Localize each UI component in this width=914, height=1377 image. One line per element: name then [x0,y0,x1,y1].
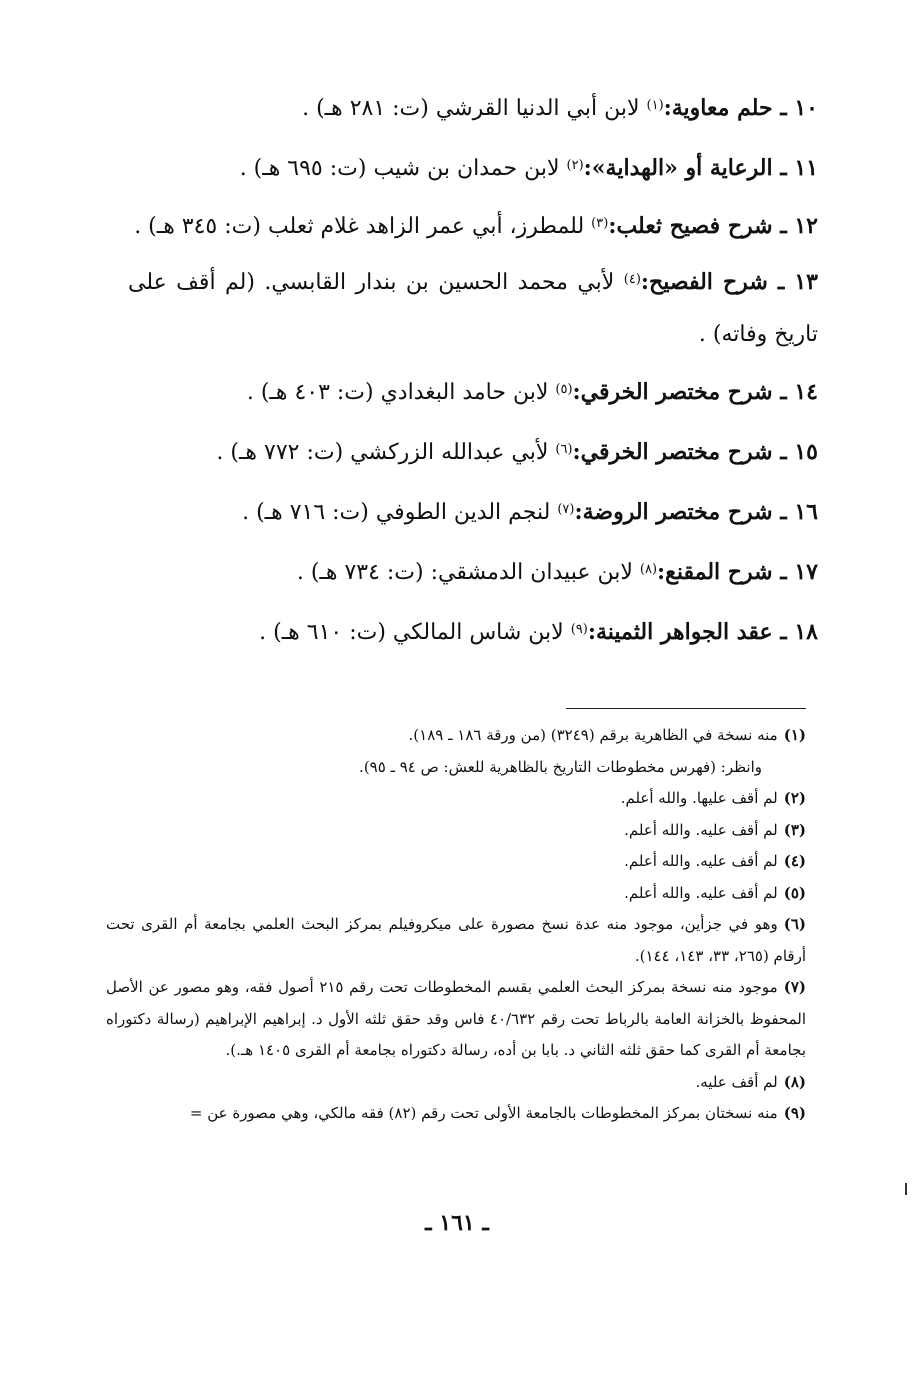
footnote-9 [106,1098,806,1130]
entry-12: ١٢ ـ شرح فصيح ثعلب:$^{(٣)}$ للمطرز، أبي عمر الزاهد غلام ثعلب (ت: ٣٤٥ هـ) . [134,213,818,239]
footnote-ref: (٢) [566,158,584,173]
entry-title: ١٥ ـ شرح مختصر الخرقي [580,439,818,465]
entry-title: ١٨ ـ عقد الجواهر الثمينة [595,619,818,645]
entry-14: ١٤ ـ شرح مختصر الخرقي:$^{(٥)}$ لابن حامد البغدادي (ت: ٤٠٣ هـ) . [246,379,818,405]
footnote-5 [106,878,806,910]
footnote-ref: (٥) [555,382,573,397]
entry-author: لنجم الدين الطوفي (ت: ٧١٦ هـ) . [242,500,551,525]
footnote-ref: (٩) [570,622,588,637]
footnote-7 [106,972,806,1067]
footnote-ref: (٦) [555,442,573,457]
footnote-separator [566,708,806,709]
footnote-3 [106,815,806,847]
entry-author: لابن حامد البغدادي (ت: ٤٠٣ هـ) . [246,380,549,405]
footnote-6 [106,909,806,972]
footnote-text: وهو في جزأين، موجود منه عدة نسخ مصورة على ميكروفيلم بمركز البحث العلمي بجامعة أم القرى تحت أرقام (٢٦٥، ٣٣، ١٤٣، ١٤٤). [106,915,806,965]
entry-10: ١٠ ـ حلم معاوية:$^{(١)}$ لابن أبي الدنيا القرشي (ت: ٢٨١ هـ) . [302,95,818,121]
entry-11: ١١ ـ الرعاية أو «الهداية»:$^{(٢)}$ لابن حمدان بن شيب (ت: ٦٩٥ هـ) . [239,155,818,181]
entry-18: ١٨ ـ عقد الجواهر الثمينة:$^{(٩)}$ لابن شاس المالكي (ت: ٦١٠ هـ) . [259,619,818,645]
entries-list [128,78,818,662]
footnote-number: (٦) [783,915,806,933]
footnotes-list [106,720,806,1130]
entry-title: ١٤ ـ شرح مختصر الخرقي [580,379,818,405]
footnote-ref: (٧) [557,502,575,517]
footnote-text: منه نسخة في الظاهرية برقم (٣٢٤٩) (من ورقة ١٨٦ ـ ١٨٩). [408,726,778,744]
footnote-number: (٧) [783,978,806,996]
footnote-text: لم أقف عليه. والله أعلم. [624,883,778,902]
entry-title: ١٧ ـ شرح المقنع [665,559,818,585]
entry-title: ١٠ ـ حلم معاوية [671,95,818,121]
page-number: ـ ١٦١ ـ [425,1210,489,1236]
entry-author: للمطرز، أبي عمر الزاهد غلام ثعلب (ت: ٣٤٥ هـ) . [134,214,585,239]
footnote-number: (١) [783,726,806,744]
entry-title: ١٣ ـ شرح الفصيح [649,269,818,295]
entry-17: ١٧ ـ شرح المقنع:$^{(٨)}$ لابن عبيدان الدمشقي: (ت: ٧٣٤ هـ) . [296,559,818,585]
footnote-4 [106,846,806,878]
entry-author: لابن عبيدان الدمشقي: (ت: ٧٣٤ هـ) . [296,560,633,585]
footnote-1-continued [106,752,806,784]
footnote-number: (٢) [783,789,806,807]
entry-title: ١٦ ـ شرح مختصر الروضة [582,499,818,525]
entry-author: لأبي محمد الحسين بن بندار القابسي. (لم أقف على تاريخ وفاته) . [128,270,818,347]
entry-author: لأبي عبدالله الزركشي (ت: ٧٧٢ هـ) . [216,440,549,465]
footnote-2 [106,783,806,815]
footnote-number: (٤) [783,852,806,870]
footnote-text: لم أقف عليه. والله أعلم. [624,852,778,870]
footnote-text: لم أقف عليه. [695,1072,778,1091]
footnote-number: (٣) [783,820,806,839]
footnote-text: موجود منه نسخة بمركز البحث العلمي بقسم المخطوطات تحت رقم ٢١٥ أصول فقه، وهو مصور عن الأصل المحفوظ بالخزانة العامة بالرباط تحت رقم ٤٠/٦٣٢ فاس وقد حقق ثلثه الأول د. إبراهيم الإبراهيم (رسالة دكتوراه بجامعة أم القرى كما حقق ثلثه الثاني د. بابا بن أده، رسالة دكتوراه بجامعة أم القرى ١٤٠٥ هـ.). [106,978,806,1059]
footnote-number: (٨) [783,1072,806,1091]
margin-mark [905,1183,907,1195]
footnote-1 [106,720,806,752]
footnote-number: (٥) [783,883,806,902]
footnote-ref: (٣) [591,216,609,231]
footnote-ref: (٨) [639,562,658,577]
entry-15: ١٥ ـ شرح مختصر الخرقي:$^{(٦)}$ لأبي عبدالله الزركشي (ت: ٧٧٢ هـ) . [216,439,818,465]
footnote-ref: (٤) [623,272,641,287]
footnote-text: لم أقف عليها. والله أعلم. [620,789,778,807]
footnote-number: (٩) [783,1104,806,1122]
entry-16: ١٦ ـ شرح مختصر الروضة:$^{(٧)}$ لنجم الدين الطوفي (ت: ٧١٦ هـ) . [242,499,818,525]
footnote-text: لم أقف عليه. والله أعلم. [624,820,778,839]
entry-title: ١٢ ـ شرح فصيح ثعلب [616,213,818,239]
entry-title: ١١ ـ الرعاية أو «الهداية» [591,155,818,181]
entry-author: لابن حمدان بن شيب (ت: ٦٩٥ هـ) . [239,156,560,181]
footnote-text: منه نسختان بمركز المخطوطات بالجامعة الأولى تحت رقم (٨٢) فقه مالكي، وهي مصورة عن = [189,1104,778,1122]
entry-author: لابن شاس المالكي (ت: ٦١٠ هـ) . [259,620,564,645]
entry-13: ١٣ ـ شرح الفصيح:$^{(٤)}$ لأبي محمد الحسين بن بندار القابسي. (لم أقف على تاريخ وفاته) . [128,269,818,347]
footnote-8 [106,1067,806,1099]
footnote-text: وانظر: (فهرس مخطوطات التاريخ بالظاهرية للعش: ص ٩٤ ـ ٩٥). [359,757,762,776]
footnote-ref: (١) [646,98,664,113]
entry-author: لابن أبي الدنيا القرشي (ت: ٢٨١ هـ) . [302,96,640,121]
